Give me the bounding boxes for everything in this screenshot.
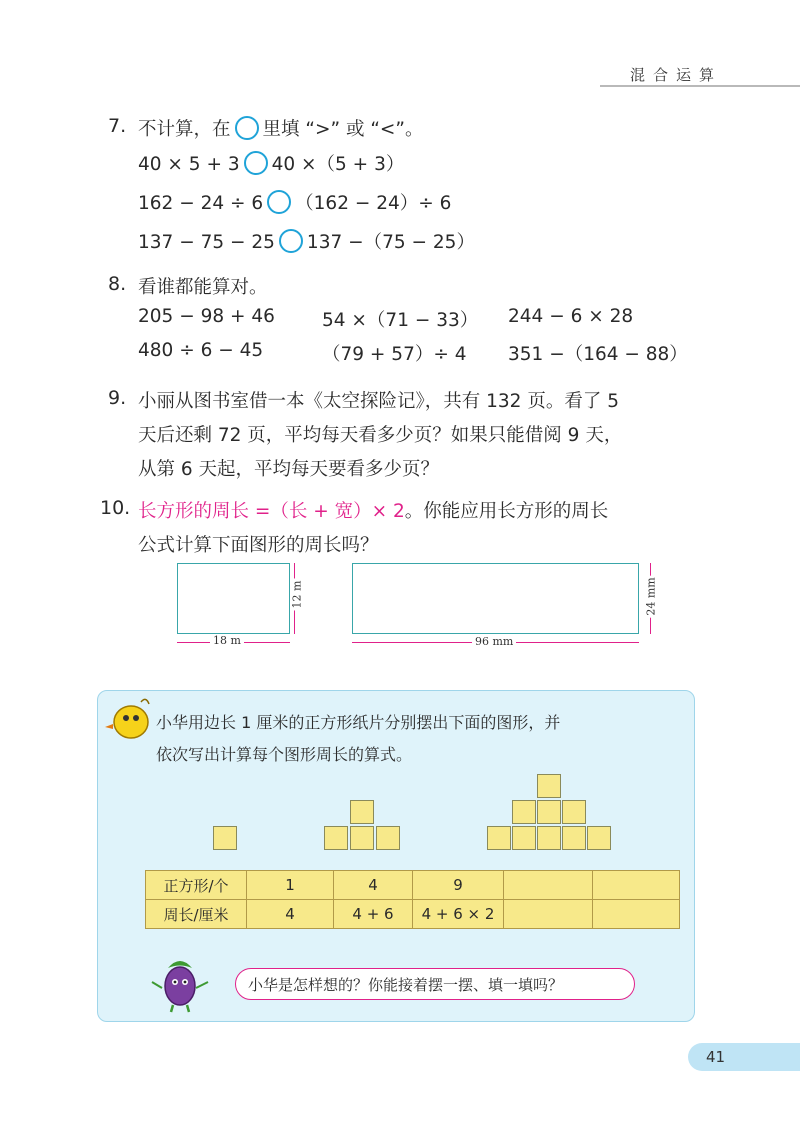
paper-square [537,800,561,824]
table-row [146,900,680,929]
table-cell: 4 [334,871,413,900]
table-cell: 9 [413,871,504,900]
row-label: 正方形/个 [146,871,247,900]
q9-line: 天后还剩 72 页，平均每天看多少页？如果只能借阅 9 天， [138,425,623,446]
table-cell: 4 + 6 × 2 [413,900,504,929]
page-number: 41 [688,1043,800,1071]
paper-square [512,800,536,824]
q8-number: 8. [108,273,127,295]
q8-expr: 480 ÷ 6 − 45 [138,340,264,361]
paper-square [537,774,561,798]
table-cell-blank[interactable] [593,900,680,929]
q7-row [138,150,404,176]
q7-prompt [138,115,424,141]
q9-line: 小丽从图书室借一本《太空探险记》，共有 132 页。看了 5 [138,391,619,412]
rect1-width-label: 18 m [210,634,244,647]
paper-square [562,826,586,850]
chick-mascot-icon [103,696,153,742]
answer-circle[interactable] [279,229,303,253]
rect2-width-label: 96 mm [472,635,516,648]
arrangement-1-square [213,826,239,852]
blank-circle-icon [235,116,259,140]
chapter-title: 混合运算 [629,66,722,84]
q10-line2: 公式计算下面图形的周长吗？ [138,535,379,556]
table-cell-blank[interactable] [504,871,593,900]
answer-circle[interactable] [267,190,291,214]
table-cell-blank[interactable] [504,900,593,929]
perimeter-formula: 长方形的周长 =（长 + 宽）× 2 [138,501,405,522]
paper-square [213,826,237,850]
paper-square [537,826,561,850]
q7-row [138,228,475,254]
paper-square [324,826,348,850]
q8-expr: 244 − 6 × 28 [508,306,634,327]
q8-prompt: 看谁都能算对。 [138,277,268,298]
header-rule [600,85,800,87]
speech-bubble: 小华是怎样想的？你能接着摆一摆、填一填吗？ [235,968,635,1000]
q7-prompt-a: 不计算，在 [138,119,231,140]
paper-square [487,826,511,850]
table-cell-blank[interactable] [593,871,680,900]
paper-square [587,826,611,850]
paper-square [350,826,374,850]
paper-square [350,800,374,824]
perimeter-table [145,870,680,929]
rectangle-18x12 [177,563,290,634]
paper-square [512,826,536,850]
paper-square [562,800,586,824]
q7-left-expr: 40 × 5 + 3 [138,154,240,175]
q8-expr: 54 ×（71 − 33） [322,310,479,331]
table-cell: 1 [247,871,334,900]
table-cell: 4 + 6 [334,900,413,929]
q9-number: 9. [108,387,127,409]
q7-number: 7. [108,115,127,137]
table-cell: 4 [247,900,334,929]
table-row [146,871,680,900]
q10-number: 10. [100,497,131,519]
q7-right-expr: 137 −（75 − 25） [306,232,475,253]
paper-square [376,826,400,850]
q7-prompt-b: 里填 “>” 或 “<”。 [262,119,424,140]
q9-line: 从第 6 天起，平均每天要看多少页？ [138,459,440,480]
q7-right-expr: 40 ×（5 + 3） [271,154,405,175]
q8-expr: 205 − 98 + 46 [138,306,275,327]
rect1-height-label: 12 m [290,580,304,609]
arrangement-9-squares [487,774,613,852]
q10-line1 [138,497,608,523]
rectangle-96x24 [352,563,639,634]
activity-line2: 依次写出计算每个图形周长的算式。 [156,745,413,764]
q8-expr: 351 −（164 − 88） [508,344,688,365]
q10-line1-rest: 。你能应用长方形的周长 [404,501,609,522]
answer-circle[interactable] [244,151,268,175]
eggplant-mascot-icon [148,948,218,1014]
q7-left-expr: 162 − 24 ÷ 6 [138,193,264,214]
q7-right-expr: （162 − 24）÷ 6 [295,193,452,214]
activity-line1: 小华用边长 1 厘米的正方形纸片分别摆出下面的图形，并 [156,713,561,732]
q7-row [138,189,451,215]
row-label: 周长/厘米 [146,900,247,929]
q7-left-expr: 137 − 75 − 25 [138,232,275,253]
q8-expr: （79 + 57）÷ 4 [322,344,467,365]
rect2-height-label: 24 mm [644,577,658,616]
arrangement-4-squares [324,800,402,852]
